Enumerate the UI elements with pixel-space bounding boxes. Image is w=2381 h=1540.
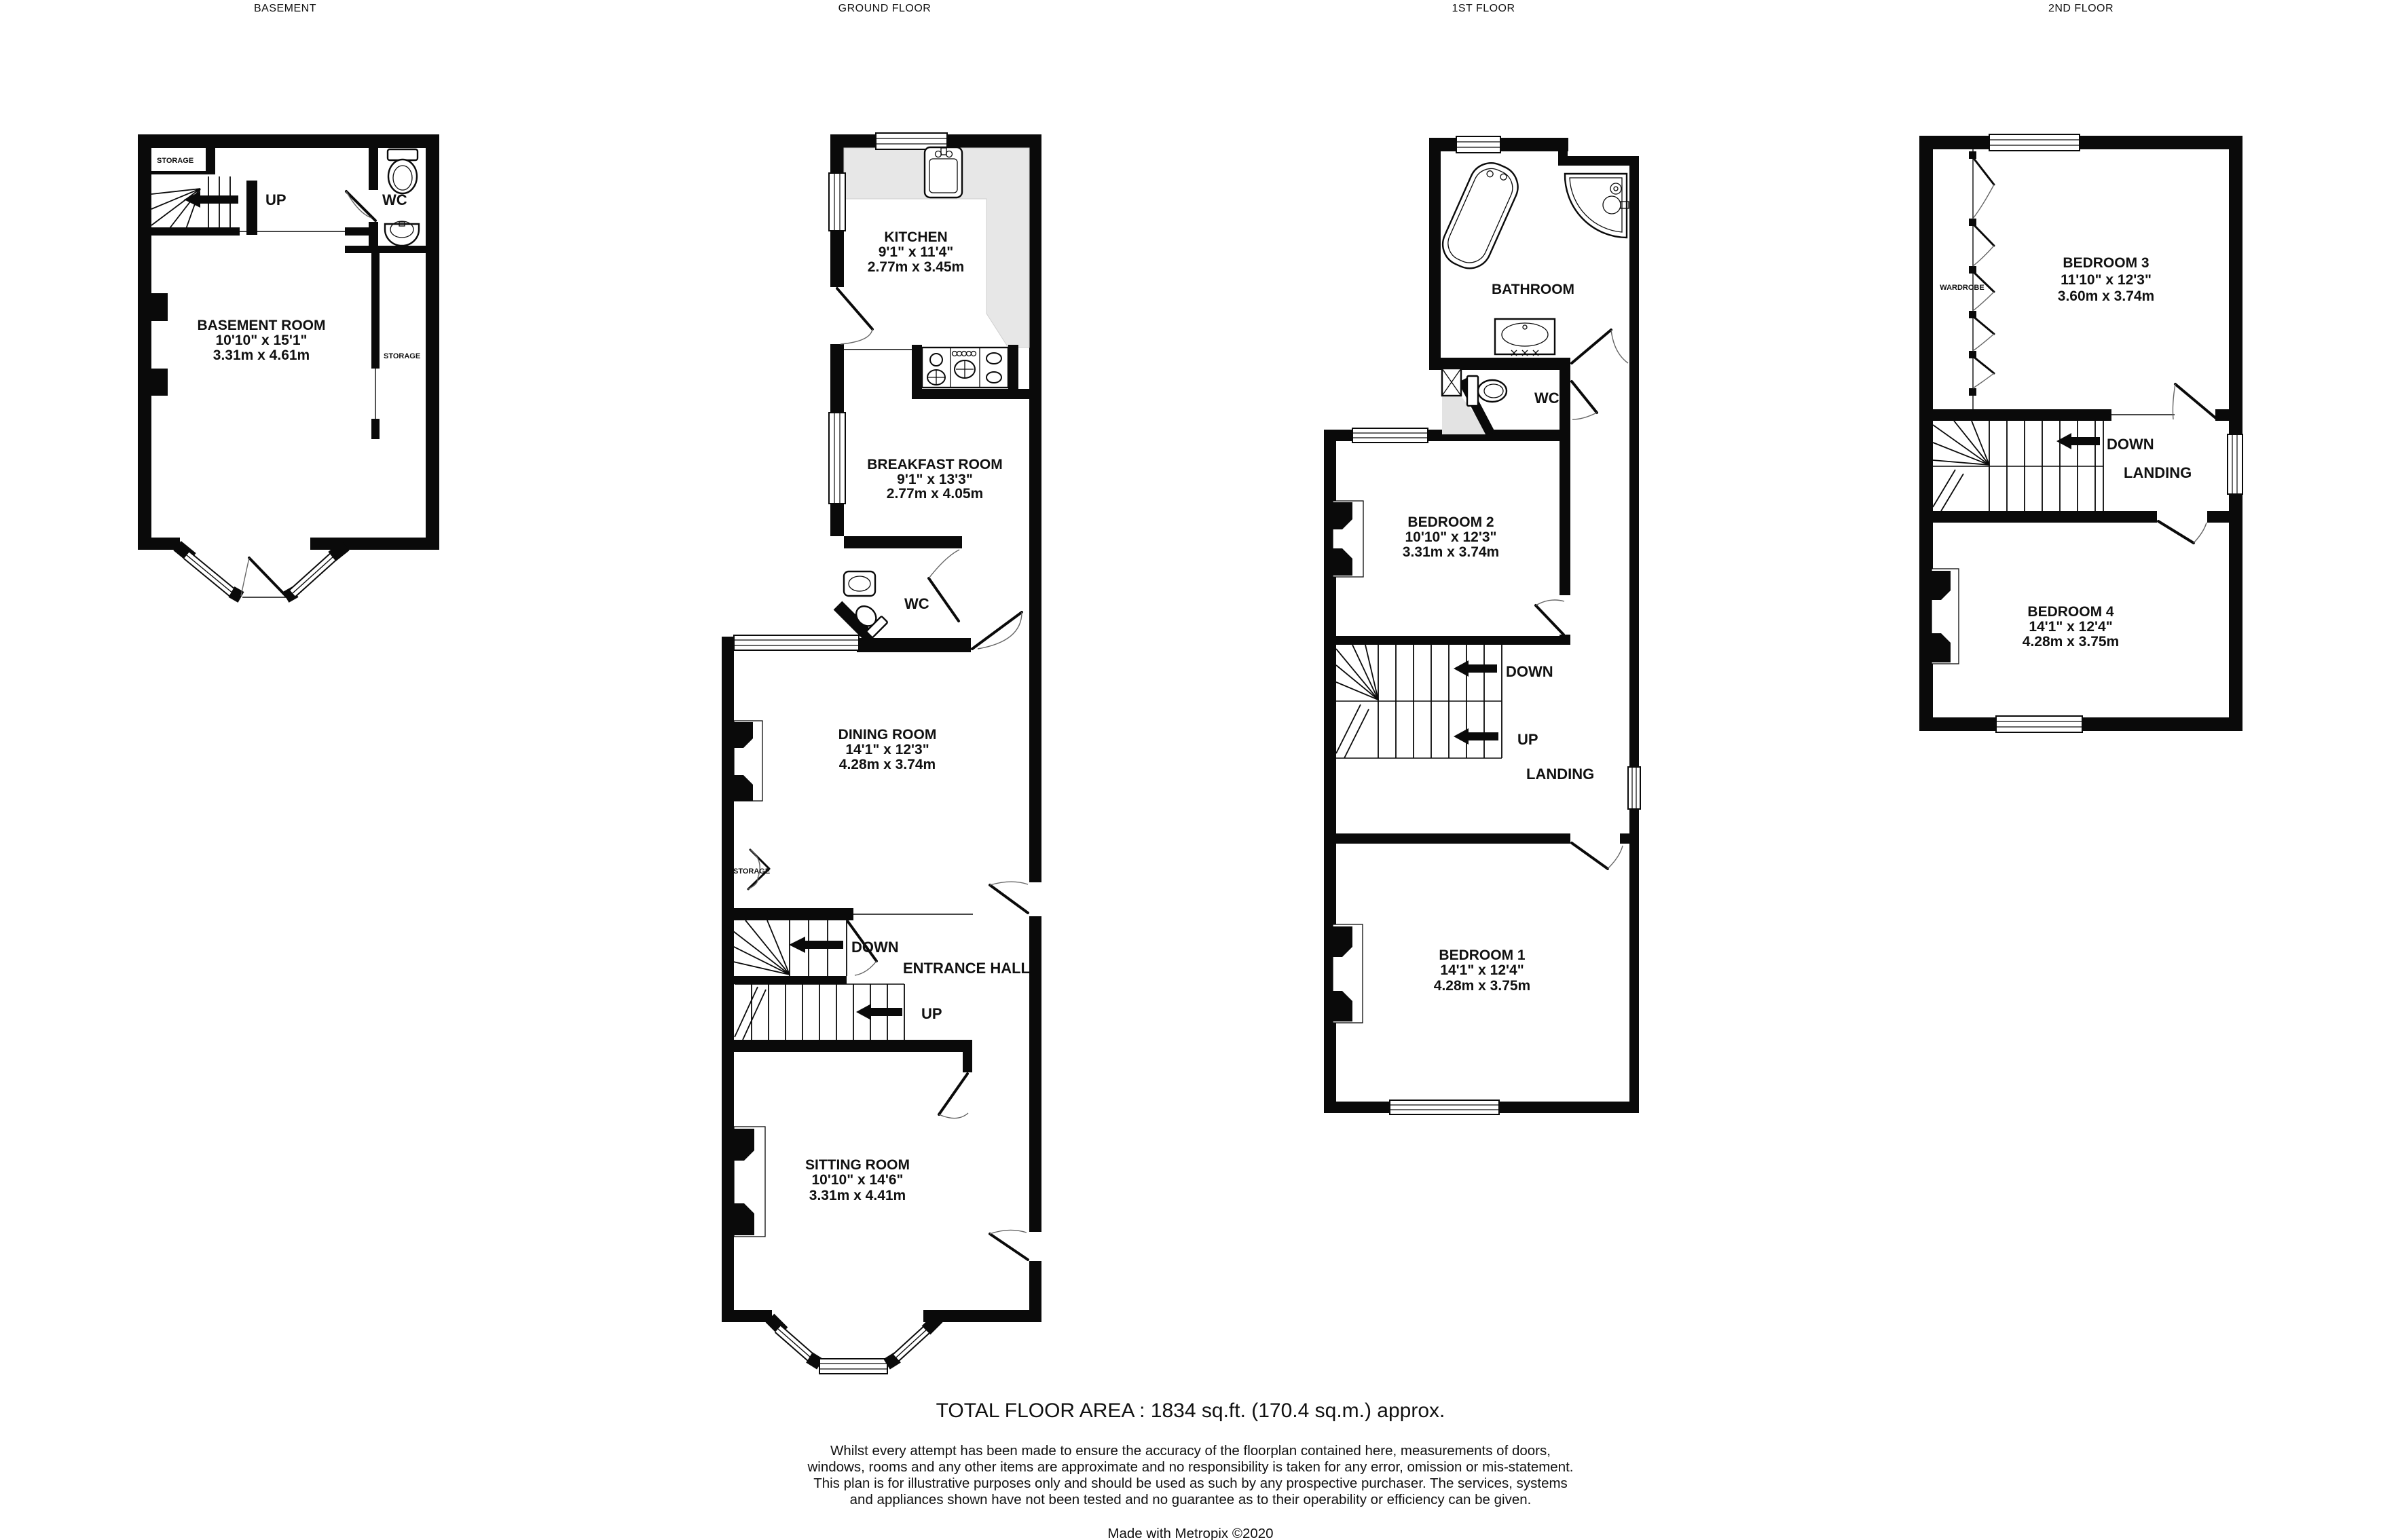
svg-text:BEDROOM 4: BEDROOM 4 [2027, 604, 2114, 620]
svg-text:9'1" x 13'3": 9'1" x 13'3" [897, 472, 973, 487]
sitting-room [724, 1127, 1041, 1374]
fireplace-icon [1333, 924, 1363, 1023]
svg-text:2.77m x 3.45m: 2.77m x 3.45m [867, 259, 965, 275]
first-floor-plan [1323, 129, 1648, 1127]
svg-text:4.28m x 3.75m: 4.28m x 3.75m [2022, 634, 2120, 650]
bedroom3-label [2058, 255, 2154, 304]
bedroom2-label [1403, 514, 1499, 560]
stairs-lower [1933, 466, 2103, 511]
bathroom [1429, 136, 1629, 370]
down-label: DOWN [851, 939, 899, 956]
bedroom2 [1324, 428, 1570, 645]
svg-text:14'1" x 12'3": 14'1" x 12'3" [845, 742, 929, 757]
basin-icon [385, 221, 419, 246]
stairs-down [1933, 421, 2103, 466]
breakfast-dining-door [972, 612, 1022, 649]
svg-text:4.28m x 3.75m: 4.28m x 3.75m [1433, 978, 1531, 994]
disclaimer-text: Whilst every attempt has been made to ensure the accuracy of the floorplan contained here, measurements of doors, windows, rooms and any other items are approximate and no responsibility is taken for any error, omission or mis-statement. This plan is for illustrative purposes only and should be used as such by any prospective purchaser. The services, systems and appliances shown have not been tested and no guarantee as to their operability or efficiency can be given. [807, 1443, 1574, 1507]
svg-text:11'10" x 12'3": 11'10" x 12'3" [2061, 272, 2152, 288]
stairs-down [1336, 645, 1502, 701]
storage-label: STORAGE [733, 867, 771, 876]
basement-plan [132, 129, 451, 611]
rear-door [990, 1230, 1028, 1260]
dining-label [838, 727, 937, 772]
first-wc-label: WC [1534, 390, 1559, 407]
ground-wc-label: WC [904, 595, 929, 612]
toilet-icon [388, 149, 418, 193]
toilet-icon [1467, 376, 1507, 406]
up-arrow-icon [856, 1004, 902, 1020]
dining-room [724, 635, 973, 920]
bay-window-front [819, 1359, 887, 1374]
second-landing [1933, 421, 2242, 543]
sitting-label [805, 1157, 910, 1203]
ground-floor-plan [718, 129, 1058, 1391]
svg-text:BEDROOM 3: BEDROOM 3 [2063, 255, 2149, 271]
svg-text:BREAKFAST ROOM: BREAKFAST ROOM [867, 457, 1003, 472]
sitting-bay [770, 1318, 938, 1374]
bedroom1 [1333, 924, 1530, 1114]
down-arrow-icon [1454, 660, 1497, 677]
up-label: UP [1517, 731, 1538, 748]
fireplace-icon [1932, 569, 1959, 664]
svg-text:3.31m x 3.74m: 3.31m x 3.74m [1402, 544, 1500, 560]
kitchen-door [837, 288, 872, 344]
svg-text:10'10" x 14'6": 10'10" x 14'6" [811, 1172, 904, 1188]
svg-text:BEDROOM 2: BEDROOM 2 [1407, 514, 1494, 530]
up-label: UP [921, 1005, 942, 1022]
landing-window [1628, 767, 1640, 809]
stove-icon [912, 345, 1029, 399]
wardrobe-label: WARDROBE [1940, 284, 1985, 292]
basement-storage-top [151, 148, 215, 174]
first-floor-title: 1ST FLOOR [1452, 3, 1515, 14]
wc-door [1572, 381, 1597, 419]
shower-icon [1565, 174, 1629, 238]
wardrobe [1940, 149, 1994, 409]
bay-window-right [293, 557, 333, 593]
svg-text:4.28m x 3.74m: 4.28m x 3.74m [838, 757, 936, 772]
bathroom-door [1572, 330, 1628, 363]
total-floor-area: TOTAL FLOOR AREA : 1834 sq.ft. (170.4 sq.m.) approx. [936, 1400, 1445, 1422]
fireplace-icon [1333, 501, 1363, 577]
breakfast-label [867, 457, 1003, 502]
metropix-credit: Made with Metropix ©2020 [1107, 1526, 1274, 1540]
breakfast-room [829, 413, 1003, 504]
svg-text:14'1" x 12'4": 14'1" x 12'4" [2029, 619, 2113, 635]
svg-text:BEDROOM 1: BEDROOM 1 [1439, 947, 1526, 963]
svg-text:DINING ROOM: DINING ROOM [838, 727, 937, 743]
bedroom4-door [2158, 521, 2207, 543]
understairs-storage [733, 850, 770, 889]
bay-window-left [778, 1329, 811, 1357]
bedroom4-label [2023, 604, 2119, 650]
first-landing [1324, 645, 1640, 869]
entrance-hall [724, 920, 1030, 1119]
svg-text:3.31m x 4.41m: 3.31m x 4.41m [809, 1188, 906, 1203]
bedroom3-window [1989, 134, 2080, 151]
svg-text:3.60m x 3.74m: 3.60m x 3.74m [2057, 288, 2155, 304]
bathroom-sink-icon [1495, 319, 1555, 356]
basement-room-label [198, 318, 326, 363]
cupboard-icon [1442, 369, 1461, 396]
bay-window-left [187, 555, 233, 593]
second-floor-title: 2ND FLOOR [2048, 3, 2114, 14]
svg-text:SITTING ROOM: SITTING ROOM [805, 1157, 910, 1173]
svg-text:2.77m x 4.05m: 2.77m x 4.05m [886, 486, 984, 502]
svg-text:14'1" x 12'4": 14'1" x 12'4" [1440, 962, 1524, 978]
basement-wc-label: WC [382, 191, 407, 208]
basement-bay [177, 546, 346, 597]
svg-text:10'10" x 12'3": 10'10" x 12'3" [1405, 529, 1497, 545]
storage-top-label: STORAGE [157, 157, 194, 165]
bedroom4-window [1996, 716, 2082, 732]
bath-icon [1436, 156, 1525, 275]
down-arrow-icon [2056, 433, 2100, 449]
sitting-room-door [939, 1074, 968, 1119]
basement-up-label: UP [265, 191, 287, 208]
entrance-hall-label: ENTRANCE HALL [903, 960, 1030, 977]
svg-text:3.31m x 4.61m: 3.31m x 4.61m [213, 348, 310, 363]
fireplace-icon [734, 1127, 765, 1237]
basement-title: BASEMENT [253, 3, 317, 14]
svg-text:BASEMENT ROOM: BASEMENT ROOM [197, 318, 326, 333]
fireplace-icon [734, 721, 762, 801]
landing-label: LANDING [1526, 766, 1595, 783]
bedroom3 [1919, 134, 2229, 421]
stairs-up [735, 984, 904, 1040]
landing-window [2228, 434, 2242, 494]
bedroom3-door [2173, 384, 2217, 419]
front-door [990, 882, 1028, 913]
storage-side-label: STORAGE [384, 352, 421, 360]
basement-stairs [151, 176, 287, 235]
wc-door [346, 191, 375, 221]
landing-label: LANDING [2124, 464, 2192, 481]
bedroom4 [1932, 569, 2119, 732]
second-floor-plan [1913, 129, 2253, 740]
wc-door [929, 550, 959, 621]
svg-text:9'1" x 11'4": 9'1" x 11'4" [878, 244, 954, 260]
ground-floor-title: GROUND FLOOR [838, 3, 931, 14]
bedroom2-door [1536, 600, 1564, 635]
down-label: DOWN [2107, 436, 2154, 453]
svg-text:KITCHEN: KITCHEN [884, 229, 948, 245]
bathroom-label: BATHROOM [1491, 282, 1575, 297]
kitchen [829, 133, 1029, 399]
stairs-up [1336, 701, 1502, 758]
down-arrow-icon [789, 937, 843, 953]
kitchen-label [868, 229, 964, 275]
bedroom1-label [1434, 947, 1530, 994]
bedroom1-door [1572, 843, 1623, 869]
bedroom1-window [1390, 1100, 1499, 1114]
bay-door [241, 558, 287, 597]
svg-text:10'10" x 15'1": 10'10" x 15'1" [215, 333, 308, 348]
ground-wc [838, 536, 1022, 652]
up-arrow-icon [1454, 728, 1498, 745]
kitchen-sink-icon [925, 147, 962, 198]
bay-window-right [896, 1329, 927, 1357]
basin-icon [844, 571, 875, 596]
down-label: DOWN [1506, 663, 1553, 680]
